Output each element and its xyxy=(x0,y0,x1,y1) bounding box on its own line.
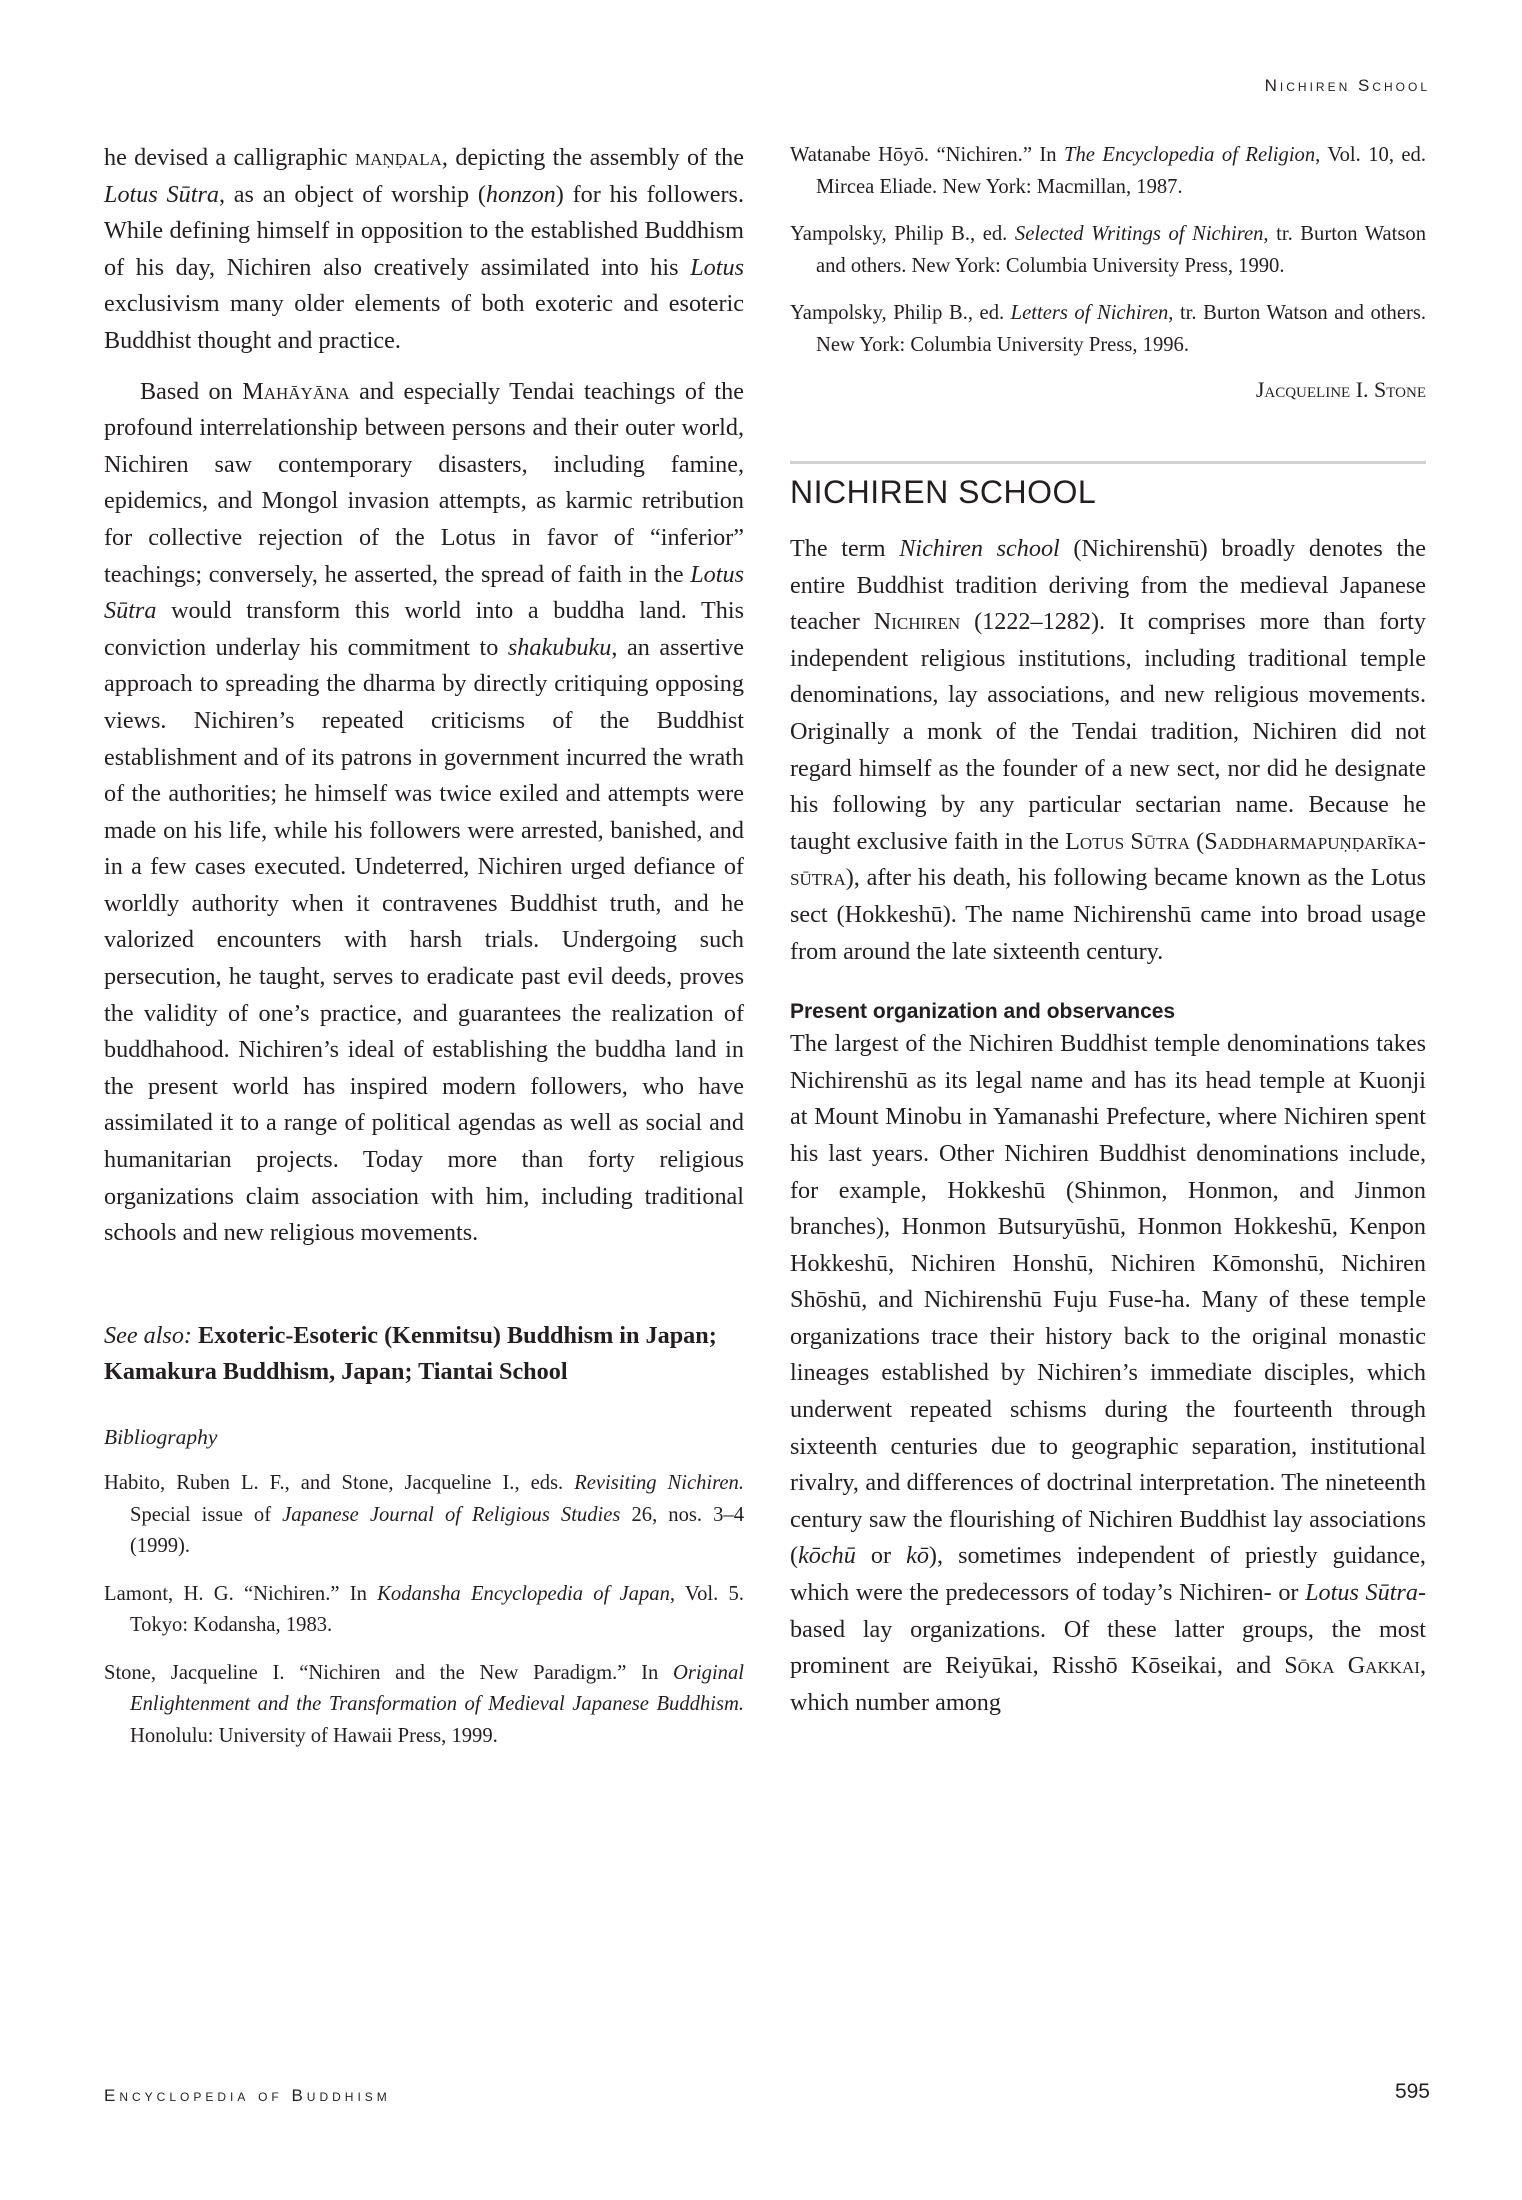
bibliography-entry: Yampolsky, Philip B., ed. Selected Writings of Nichiren, tr. Burton Watson and others. New York: Columbia University Press, 1990. xyxy=(790,223,1426,277)
body-paragraph: he devised a calligraphic maṇḍala, depicting the assembly of the Lotus Sūtra, as an object of worship (honzon) for his followers. While defining himself in opposition to the established Buddhism of his day, Nichiren also creatively assimilated into his Lotus exclusivism many older elements of both exoteric and esoteric Buddhist thought and practice. xyxy=(104,144,745,354)
see-also-link[interactable]: Tiantai School xyxy=(418,1358,568,1386)
bibliography-entry: Watanabe Hōyō. “Nichiren.” In The Encyclopedia of Religion, Vol. 10, ed. Mircea Eliade. New York: Macmillan, 1987. xyxy=(790,144,1427,198)
footer-publication: Encyclopedia of Buddhism xyxy=(104,2086,391,2105)
see-also: See also: Exoteric-Esoteric (Kenmitsu) Buddhism in Japan; Kamakura Buddhism, Japan; Tiantai School xyxy=(104,1321,717,1386)
bibliography-entry: Lamont, H. G. “Nichiren.” In Kodansha Encyclopedia of Japan, Vol. 5. Tokyo: Kodansha, 1983. xyxy=(104,1582,744,1636)
bibliography-heading: Bibliography xyxy=(104,1425,218,1449)
see-also-link[interactable]: Kamakura Buddhism, Japan xyxy=(104,1358,405,1386)
section-heading: Present organization and observances xyxy=(790,1000,1176,1024)
running-head: Nichiren School xyxy=(1264,76,1430,95)
bibliography-entry: Yampolsky, Philip B., ed. Letters of Nichiren, tr. Burton Watson and others. New York: Columbia University Press, 1996. xyxy=(790,302,1426,356)
section-paragraph: The largest of the Nichiren Buddhist temple denominations takes Nichirenshū as its legal name and has its head temple at Kuonji at Mount Minobu in Yamanashi Prefecture, where Nichiren spent his last years. Other Nichiren Buddhist denominations include, for example, Hokkeshū (Shinmon, Honmon, and Jinmon branches), Honmon Butsuryūshū, Honmon Hokkeshū, Kenpon Hokkeshū, Nichiren Honshū, Nichiren Kōmonshū, Nichiren Shōshū, and Nichirenshū Fuju Fuse-ha. Many of these temple organizations trace their history back to the original monastic lineages established by Nichiren’s immediate disciples, which underwent repeated schisms during the fourteenth through sixteenth centuries due to geographic separation, institutional rivalry, and differences of doctrinal interpretation. The nineteenth century saw the flourishing of Nichiren Buddhist lay associations (kōchū or kō), sometimes independent of priestly guidance, which were the predecessors of today’s Nichiren- or Lotus Sūtra-based lay organizations. Of these latter groups, the most prominent are Reiyūkai, Risshō Kōseikai, and Sōka Gakkai, which number among xyxy=(790,1030,1426,1716)
bibliography-entry: Stone, Jacqueline I. “Nichiren and the New Paradigm.” In Original Enlightenment and the Transformation of Medieval Japanese Buddhism. Honolulu: University of Hawaii Press, 1999. xyxy=(104,1661,744,1747)
right-column xyxy=(790,140,1426,1721)
page-number: 595 xyxy=(1394,2080,1430,2103)
section-divider xyxy=(790,461,1426,464)
see-also-label: See also: xyxy=(104,1321,192,1349)
left-column xyxy=(104,140,744,1768)
body-paragraph: Based on Mahāyāna and especially Tendai teachings of the profound interrelationship between persons and their outer world, Nichiren saw contemporary disasters, including famine, epidemics, and Mongol invasion attempts, as karmic retribution for collective rejection of the Lotus in favor of “inferior” teachings; conversely, he asserted, the spread of faith in the Lotus Sūtra would transform this world into a buddha land. This conviction underlay his commitment to shakubuku, an assertive approach to spreading the dharma by directly critiquing opposing views. Nichiren’s repeated criticisms of the Buddhist establishment and of its patrons in government incurred the wrath of the authorities; he himself was twice exiled and attempts were made on his life, while his followers were arrested, banished, and in a few cases executed. Undeterred, Nichiren urged defiance of worldly authority when it contravenes Buddhist truth, and he valorized encounters with harsh trials. Undergoing such persecution, he taught, serves to eradicate past evil deeds, proves the validity of one’s practice, and guarantees the realization of buddhahood. Nichiren’s ideal of establishing the buddha land in the present world has inspired modern followers, who have assimilated it to a range of political agendas as well as social and humanitarian projects. Today more than forty religious organizations claim association with him, including traditional schools and new religious movements. xyxy=(104,377,744,1247)
entry-title: NICHIREN SCHOOL xyxy=(790,474,1097,510)
see-also-link[interactable]: Exoteric-Esoteric (Kenmitsu) Buddhism in Japan xyxy=(198,1321,709,1349)
intro-paragraph: The term Nichiren school (Nichirenshū) broadly denotes the entire Buddhist tradition deriving from the medieval Japanese teacher Nichiren (1222–1282). It comprises more than forty independent religious institutions, including traditional temple denominations, lay associations, and new religious movements. Originally a monk of the Tendai tradition, Nichiren did not regard himself as the founder of a new sect, nor did he designate his following by any particular sectarian name. Because he taught exclusive faith in the Lotus Sūtra (Saddharmapuṇḍarīka-sūtra), after his death, his following became known as the Lotus sect (Hokkeshū). The name Nichirenshū came into broad usage from around the late sixteenth century. xyxy=(790,535,1426,965)
author-signature: Jacqueline I. Stone xyxy=(1255,377,1426,402)
bibliography-entry: Habito, Ruben L. F., and Stone, Jacqueline I., eds. Revisiting Nichiren. Special issue of Japanese Journal of Religious Studies 26, nos. 3–4 (1999). xyxy=(104,1472,744,1557)
